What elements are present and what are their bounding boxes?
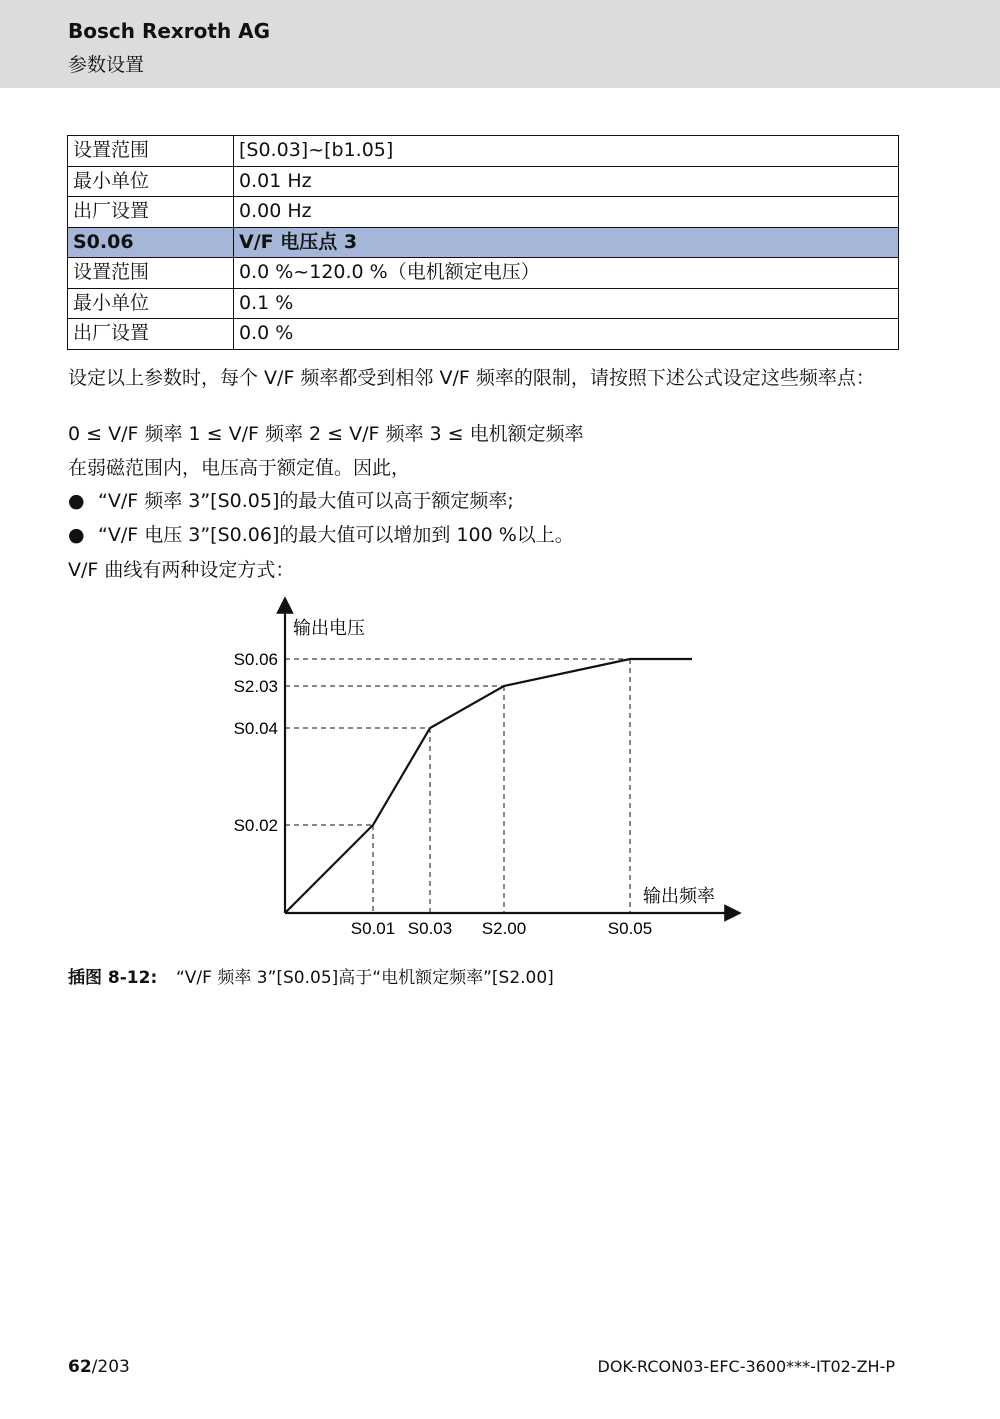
param-value: V/F 电压点 3 xyxy=(234,227,899,258)
param-label: 出厂设置 xyxy=(68,197,234,228)
guide-lines xyxy=(285,659,630,913)
param-value: 0.0 % xyxy=(234,319,899,350)
x-tick-label: S0.05 xyxy=(607,919,653,938)
x-tick-label: S2.00 xyxy=(481,919,527,938)
company-name: Bosch Rexroth AG xyxy=(68,19,271,43)
bullet-text: “V/F 频率 3”[S0.05]的最大值可以高于额定频率; xyxy=(98,490,514,512)
param-label: 出厂设置 xyxy=(68,319,234,350)
param-value: [S0.03]~[b1.05] xyxy=(234,136,899,167)
caption-label: 插图 8-12: xyxy=(68,968,158,988)
bullet-text: “V/F 电压 3”[S0.06]的最大值可以增加到 100 %以上。 xyxy=(98,524,574,546)
y-tick-label: S0.02 xyxy=(233,816,278,835)
param-label: 设置范围 xyxy=(68,258,234,289)
paragraph-vf-modes: V/F 曲线有两种设定方式： xyxy=(68,559,295,581)
bullet-dot-icon: ● xyxy=(68,490,85,512)
vf-curve-line xyxy=(285,659,692,913)
param-value: 0.0 %~120.0 %（电机额定电压） xyxy=(234,258,899,289)
param-label: 设置范围 xyxy=(68,136,234,167)
formula: 0 ≤ V/F 频率 1 ≤ V/F 频率 2 ≤ V/F 频率 3 ≤ 电机额定频率 xyxy=(68,423,584,445)
paragraph-constraint: 设定以上参数时，每个 V/F 频率都受到相邻 V/F 频率的限制，请按照下述公式设定这些频率点： xyxy=(68,367,875,389)
document-id: DOK-RCON03-EFC-3600***-IT02-ZH-P xyxy=(597,1357,895,1376)
param-label: 最小单位 xyxy=(68,288,234,319)
x-tick-label: S0.01 xyxy=(350,919,396,938)
caption-text: “V/F 频率 3”[S0.05]高于“电机额定频率”[S2.00] xyxy=(176,968,554,988)
y-tick-label: S2.03 xyxy=(233,677,278,696)
page-total: /203 xyxy=(91,1357,130,1377)
param-value: 0.00 Hz xyxy=(234,197,899,228)
section-title: 参数设置 xyxy=(68,54,145,76)
bullet-dot-icon: ● xyxy=(68,524,85,546)
x-axis-label: 输出频率 xyxy=(643,886,715,907)
param-value: 0.1 % xyxy=(234,288,899,319)
figure-caption xyxy=(68,963,554,988)
x-tick-label: S0.03 xyxy=(407,919,453,938)
y-axis-label: 输出电压 xyxy=(293,618,365,639)
page-number xyxy=(68,1357,130,1377)
page-current: 62 xyxy=(68,1357,92,1377)
y-tick-label: S0.06 xyxy=(233,650,278,669)
param-value: 0.01 Hz xyxy=(234,166,899,197)
param-label: 最小单位 xyxy=(68,166,234,197)
paragraph-field-weakening: 在弱磁范围内，电压高于额定值。因此， xyxy=(68,457,411,479)
y-tick-label: S0.04 xyxy=(233,719,278,738)
param-label: S0.06 xyxy=(68,227,234,258)
